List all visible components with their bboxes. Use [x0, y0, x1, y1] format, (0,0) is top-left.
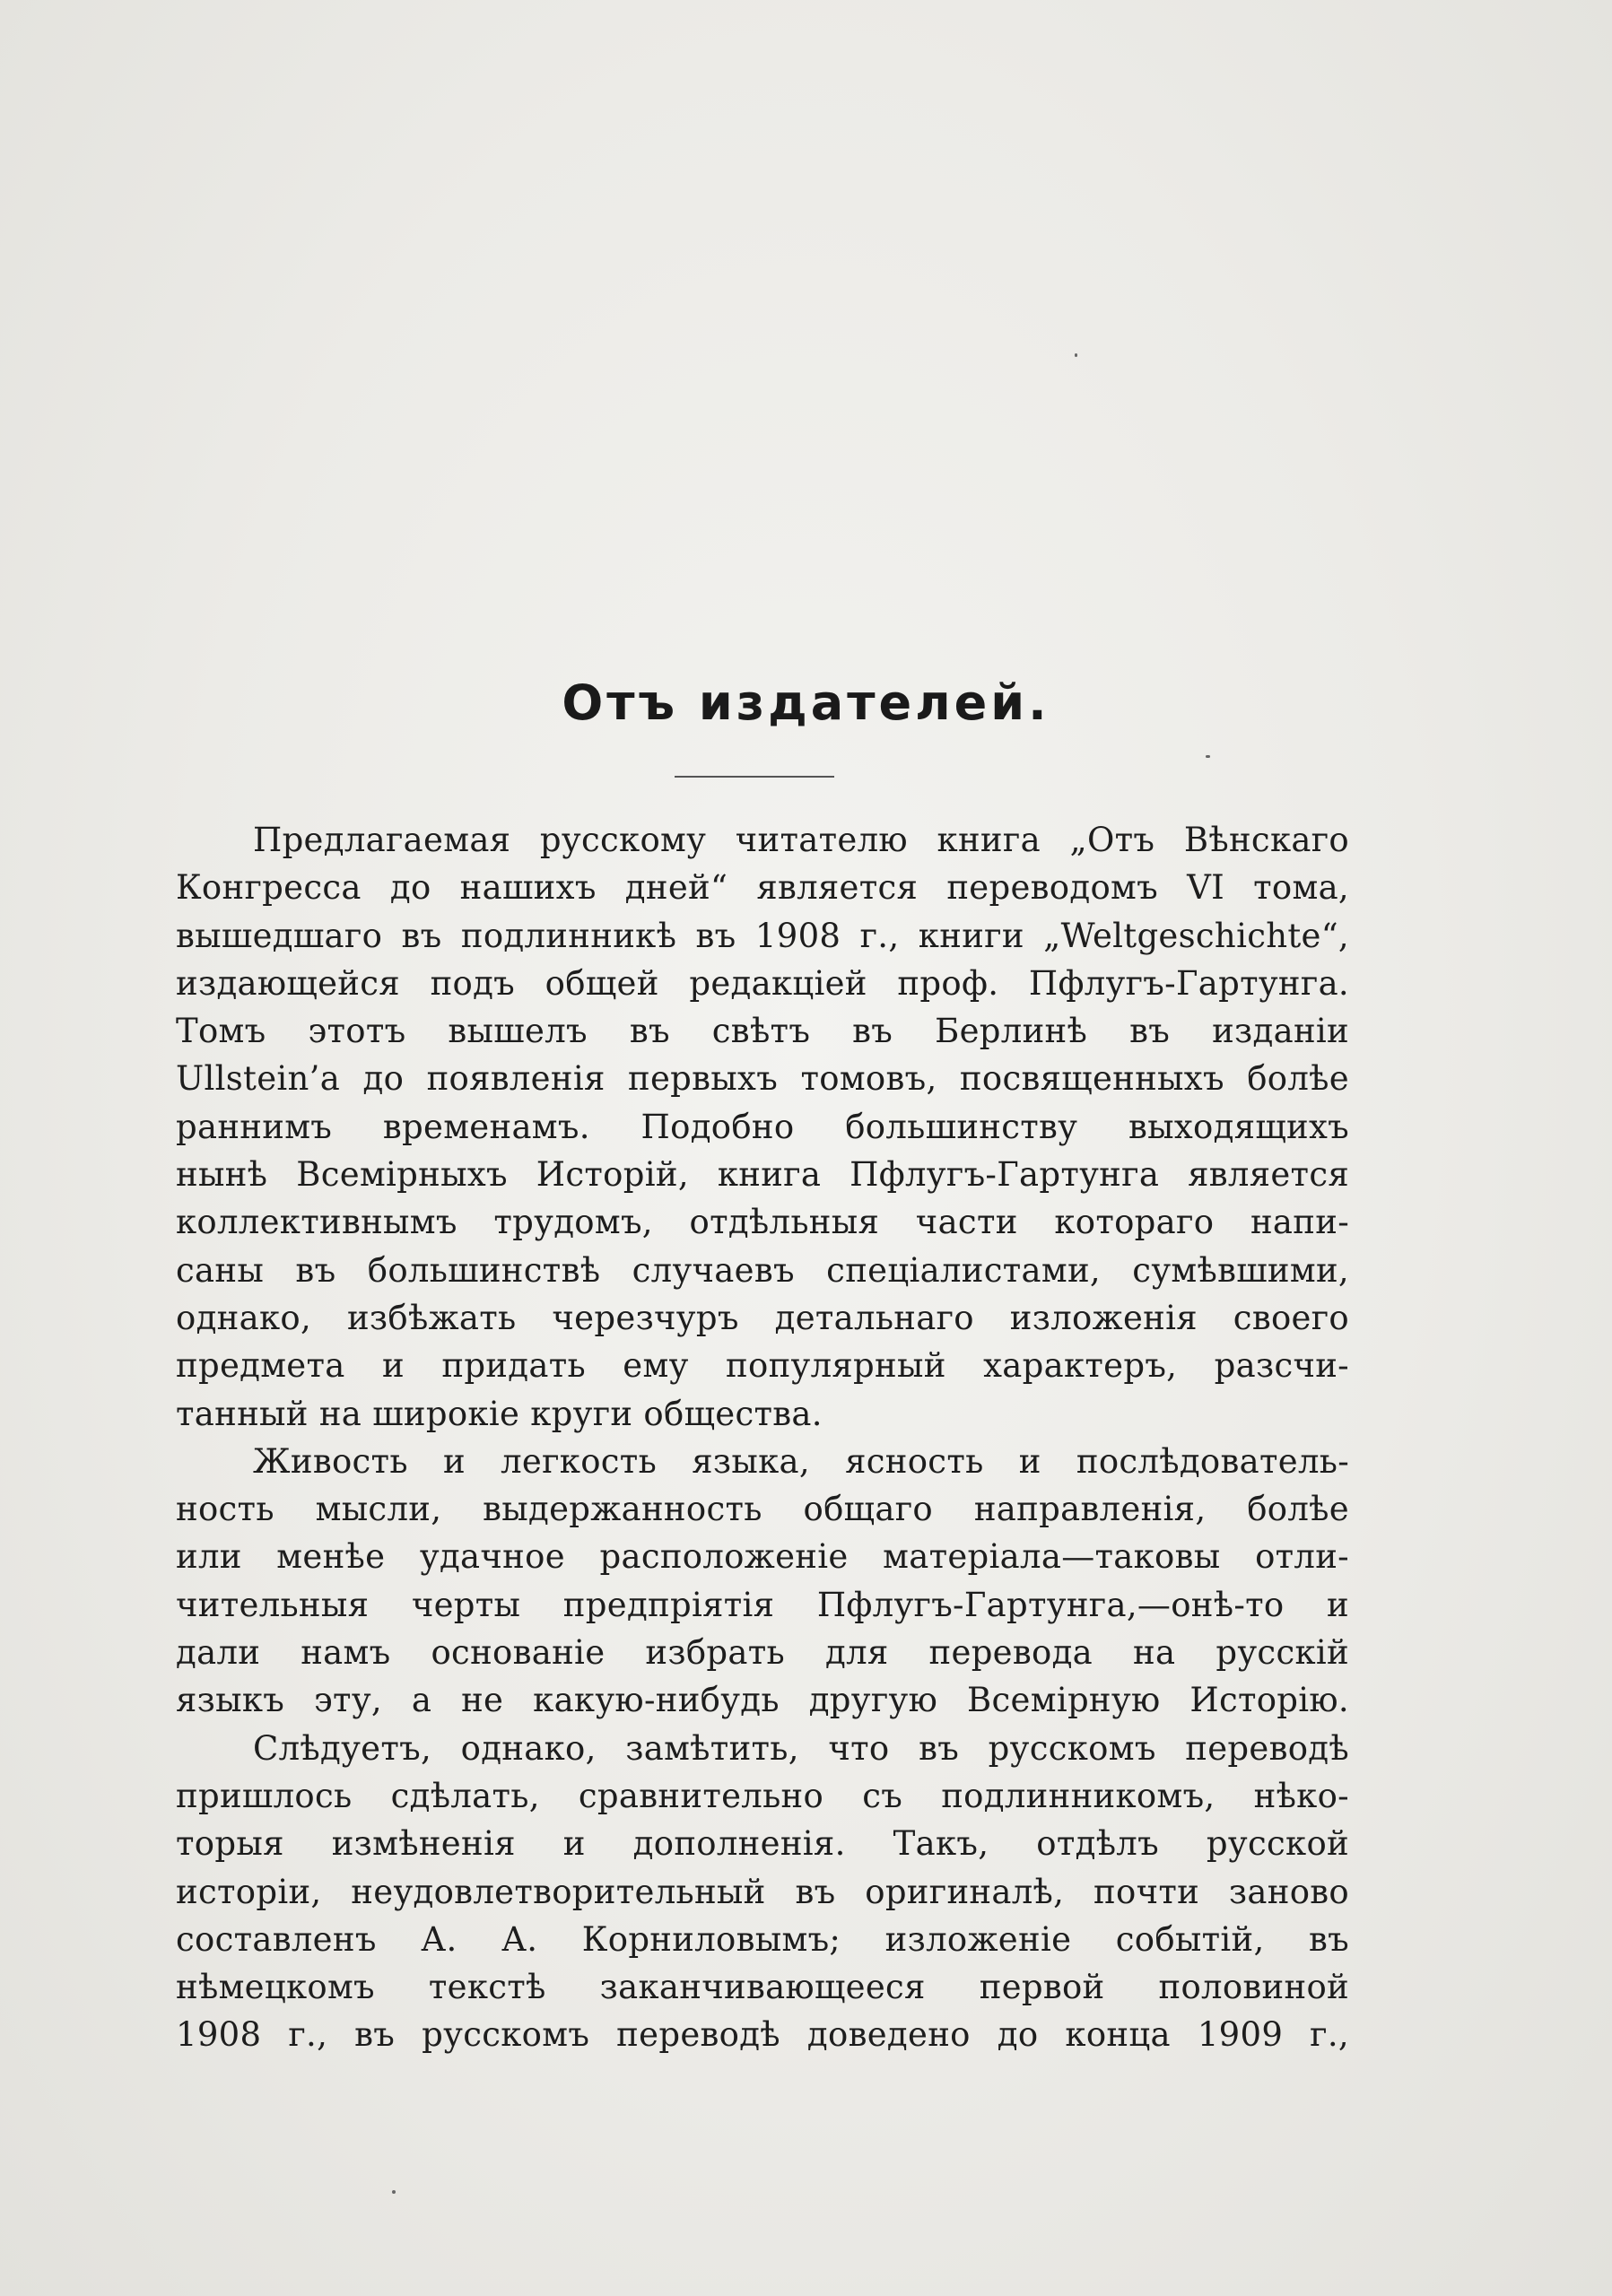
- text-line: 1908 г., въ русскомъ переводѣ доведено до конца 1909 г.,: [176, 2015, 1349, 2055]
- text-line: исторіи, неудовлетворительный въ оригиналѣ, почти заново: [176, 1872, 1349, 1911]
- text-line: ность мысли, выдержанность общаго направленія, болѣе: [176, 1490, 1349, 1529]
- body-text: [176, 816, 1349, 2059]
- text-line: раннимъ временамъ. Подобно большинству выходящихъ: [176, 1107, 1349, 1146]
- paper-speck: [392, 2190, 396, 2194]
- text-line: Живость и легкость языка, ясность и послѣдователь-: [253, 1441, 1349, 1481]
- text-line: Ullstein’a до появленія первыхъ томовъ, посвященныхъ болѣе: [176, 1059, 1349, 1099]
- text-line: Конгресса до нашихъ дней“ является переводомъ VI тома,: [176, 868, 1349, 908]
- text-line: составленъ А. А. Корниловымъ; изложеніе событій, въ: [176, 1919, 1349, 1959]
- text-line: торыя измѣненія и дополненія. Такъ, отдѣлъ русской: [176, 1824, 1349, 1864]
- text-line: чительныя черты предпріятія Пфлугъ-Гартунга,—онѣ-то и: [176, 1585, 1349, 1624]
- text-line: предмета и придать ему популярный характеръ, разсчи-: [176, 1346, 1349, 1386]
- text-line: языкъ эту, а не какую-нибудь другую Всемірную Исторію.: [176, 1681, 1349, 1720]
- text-line: саны въ большинствѣ случаевъ спеціалистами, сумѣвшими,: [176, 1250, 1349, 1290]
- text-line: вышедшаго въ подлинникѣ въ 1908 г., книги „Weltgeschichte“,: [176, 916, 1349, 955]
- text-line: танный на широкіе круги общества.: [176, 1394, 823, 1433]
- text-line: нынѣ Всемірныхъ Исторій, книга Пфлугъ-Гартунга является: [176, 1155, 1349, 1195]
- text-line: дали намъ основаніе избрать для перевода на русскій: [176, 1633, 1349, 1673]
- text-line: однако, избѣжать черезчуръ детальнаго изложенія своего: [176, 1298, 1349, 1337]
- paper-speck: [1206, 755, 1210, 758]
- text-line: коллективнымъ трудомъ, отдѣльныя части котораго напи-: [176, 1203, 1349, 1242]
- text-line: или менѣе удачное расположеніе матеріала—таковы отли-: [176, 1537, 1349, 1577]
- text-line: Предлагаемая русскому читателю книга „Отъ Вѣнскаго: [253, 821, 1349, 859]
- title-divider: [675, 776, 834, 778]
- text-line: Слѣдуетъ, однако, замѣтить, что въ русскомъ переводѣ: [253, 1728, 1349, 1768]
- page-title: Отъ издателей.: [562, 674, 1050, 731]
- text-line: издающейся подъ общей редакціей проф. Пфлугъ-Гартунга.: [176, 963, 1349, 1003]
- paper-speck: [1075, 353, 1077, 357]
- text-line: Томъ этотъ вышелъ въ свѣтъ въ Берлинѣ въ изданіи: [176, 1012, 1349, 1051]
- text-line: нѣмецкомъ текстѣ заканчивающееся первой половиной: [176, 1968, 1349, 2007]
- text-line: пришлось сдѣлать, сравнительно съ подлинникомъ, нѣко-: [176, 1776, 1349, 1815]
